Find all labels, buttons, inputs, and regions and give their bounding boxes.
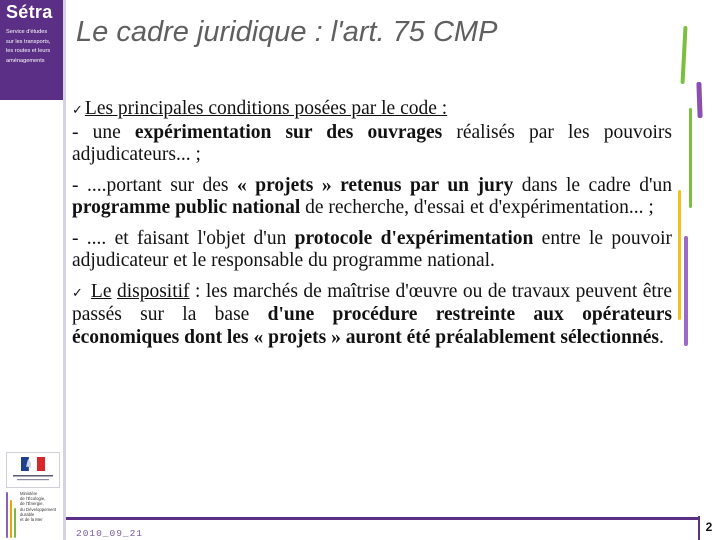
paragraph-protocole [72, 228, 672, 273]
sidebar [0, 0, 66, 540]
text-run: - .... et faisant l'objet d'un [72, 227, 295, 249]
checkmark-icon: ✓ [72, 102, 83, 117]
bullet-label: Le [90, 280, 112, 302]
bold-run: « projets » retenus par un jury [237, 174, 514, 196]
text-run: dans le cadre d'un [513, 174, 672, 196]
text-run: - une [72, 121, 135, 143]
bullet-label: Les principales conditions posées par le code : [84, 98, 448, 119]
footer-bar [66, 517, 698, 520]
bold-run: programme public national [72, 197, 301, 218]
deco-stroke-purple-2 [684, 236, 688, 346]
sidebar-stripe [63, 0, 66, 540]
ministry-deco-line [6, 492, 8, 538]
deco-stroke-purple [696, 82, 702, 118]
text-run: entre le pouvoir adjudicateur et le responsable du programme national. [72, 227, 673, 271]
text-run: : les marchés de maîtrise d'œuvre ou de travaux peuvent être passés sur la base [72, 280, 673, 325]
bold-run: expérimentation sur des ouvrages [134, 121, 443, 143]
checkmark-icon: ✓ [72, 284, 84, 300]
text-run: . [658, 326, 664, 348]
deco-stroke-green-2 [689, 108, 692, 208]
ministry-name: Ministère de l'Écologie, de l'Énergie, du Développement durable et de la Mer [20, 491, 57, 523]
bullet-conditions [72, 98, 672, 122]
deco-stroke-green [680, 26, 687, 84]
bold-run: protocole d'expérimentation [294, 227, 534, 249]
brand-tagline: Service d'études sur les transports, les routes et leurs aménagements [6, 29, 51, 64]
paragraph-experimentation [72, 122, 672, 167]
brand-logo: Sétra [6, 2, 53, 22]
ministry-deco-line [14, 508, 16, 538]
text-run: réalisés par les pouvoirs adjudicateurs... ; [72, 121, 672, 165]
page-title: Le cadre juridique : l'art. 75 CMP [76, 16, 498, 48]
page-number: 2 [705, 520, 713, 534]
ministry-deco-line [10, 500, 12, 538]
paragraph-projets [72, 175, 672, 220]
text-run: de recherche, d'essai et d'expérimentation... ; [300, 197, 654, 218]
bullet-dispositif [72, 281, 672, 350]
footer-date: 2010_09_21 [76, 528, 144, 539]
bullet-label: dispositif [116, 280, 190, 302]
slide-body [72, 98, 672, 349]
logo-block [0, 0, 66, 100]
deco-stroke-yellow [678, 190, 681, 320]
text-run: - ....portant sur des [72, 174, 237, 196]
marianne-logo-icon [6, 452, 60, 488]
bold-run: d'une procédure restreinte aux opérateurs économiques dont les « projets » auront été préalablement sélectionnés [72, 304, 672, 348]
